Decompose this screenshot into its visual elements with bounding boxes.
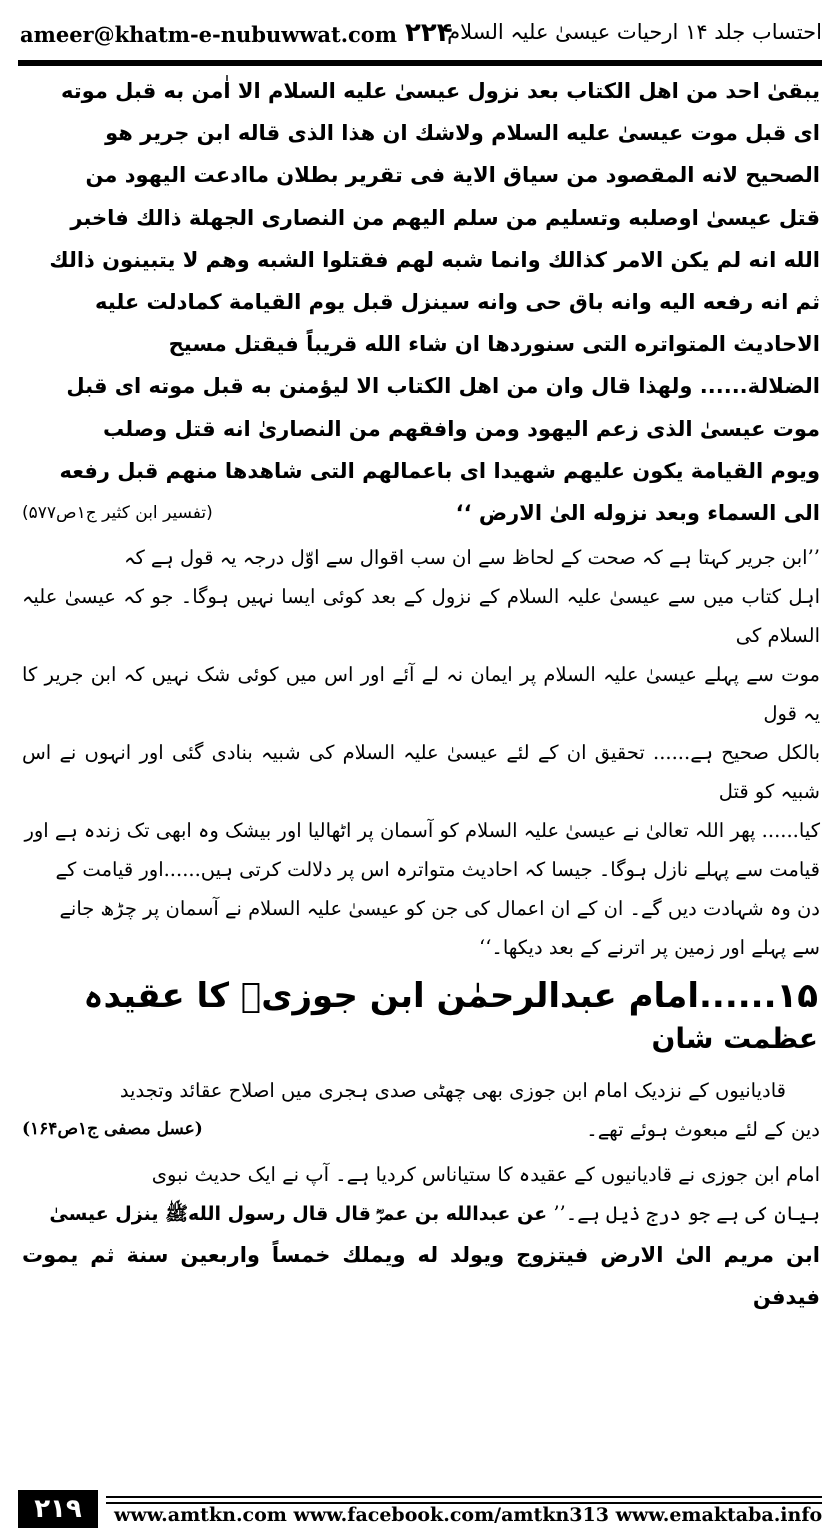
arabic-line: الصحيح لانه المقصود من سياق الاية فى تقرير بطلان ماادعت اليهود من	[85, 163, 820, 188]
citation-asal-musaffa: (عسل مصفی ج۱ص۱۶۴)	[22, 1119, 203, 1140]
arabic-line: الله انه لم يكن الامر كذالك وانما شبه لهم فقتلوا الشبه وهم لا يتبينون ذالك	[49, 247, 820, 272]
arabic-line: موت عيسىٰ الذى زعم اليهود ومن وافقهم من النصارىٰ انه قتل وصلب	[103, 416, 820, 441]
page-content	[22, 70, 820, 1319]
arabic-line: يبقىٰ احد من اهل الكتاب بعد نزول عيسىٰ عليه السلام الا اٰمن به قبل موته	[61, 79, 820, 103]
mixed-line	[22, 1194, 820, 1234]
footer-page-number: ۲۱۹	[18, 1490, 98, 1528]
arabic-line: اى قبل موت عيسىٰ عليه السلام ولاشك ان هذا الذى قاله ابن جرير هو	[105, 121, 820, 146]
arabic-line: الاحاديث المتواتره التى سنوردها ان شاء الله قريباً فيقتل مسيح	[168, 332, 820, 357]
arabic-line: قتل عيسىٰ اوصلبه وتسليم من سلم اليهم من النصارى الجهلة ذالك فاخبر	[70, 205, 820, 230]
header-email[interactable]: ameer@khatm-e-nubuwwat.com	[20, 22, 398, 47]
urdu-translation	[22, 538, 820, 967]
urdu-line: سے پہلے اور زمین پر اترنے کے بعد دیکھا۔‘‘	[479, 936, 820, 960]
section-paragraph-1	[22, 1071, 820, 1149]
header-page-number: ۲۲۴	[405, 18, 453, 48]
urdu-line: بالکل صحیح ہے...... تحقیق ان کے لئے عیسیٰ علیہ السلام کی شبیہ بنادی گئی اور انہوں نے اس شبیہ کو قتل	[22, 741, 820, 804]
urdu-line: ’’ابن جریر کہتا ہے کہ صحت کے لحاظ سے ان سب اقوال سے اوّل درجہ یہ قول ہے کہ	[124, 546, 820, 570]
section-paragraph-2	[22, 1155, 820, 1318]
urdu-line: کیا...... پھر اللہ تعالیٰ نے عیسیٰ علیہ السلام کو آسمان پر اٹھالیا اور بیشک وہ ابھی تک زندہ ہے اور	[24, 819, 820, 843]
header-rule	[18, 60, 822, 66]
urdu-line-last	[22, 1110, 820, 1149]
arabic-line: ثم انه رفعه اليه وانه باق حى وانه سينزل قبل يوم القيامة كمادلت عليه	[95, 290, 820, 315]
arabic-line: الضلالة...... ولهذا قال وان من اهل الكتاب الا ليؤمنن به قبل موته اى قبل	[66, 374, 820, 399]
hadith-line: ابن مريم الىٰ الارض فيتزوج ويولد له ويملك خمساً واربعين سنة ثم يموت فيدفن	[22, 1243, 820, 1310]
urdu-text: بیان کی ہے جو درج ذیل ہے۔’’	[553, 1202, 820, 1226]
urdu-line: امام ابن جوزی نے قادیانیوں کے عقیدہ کا ستیاناس کردیا ہے۔ آپ نے ایک حدیث نبوی	[151, 1163, 820, 1187]
running-title: احتساب جلد ۱۴ ارحیات عیسیٰ علیہ السلام	[447, 20, 822, 44]
section-subheading: عظمت شان	[651, 1022, 818, 1056]
footer-links[interactable]: www.amtkn.com www.facebook.com/amtkn313 www.emaktaba.info	[114, 1504, 823, 1526]
page-header	[18, 20, 822, 48]
urdu-line-text: دین کے لئے مبعوث ہوئے تھے۔	[586, 1118, 820, 1142]
citation-tafsir-ibn-kathir: (تفسیر ابن کثیر ج۱ص۵۷۷)	[22, 503, 213, 524]
urdu-line: قیامت سے پہلے نازل ہوگا۔ جیسا کہ احادیث متواترہ اس پر دلالت کرتی ہیں......اور قیامت کے	[55, 858, 820, 882]
page-footer	[18, 1490, 822, 1528]
hadith-text: عن عبدالله بن عمرؓ قال قال رسول اللهﷺ ينزل عيسىٰ	[49, 1203, 548, 1226]
urdu-line: اہل کتاب میں سے عیسیٰ علیہ السلام کے نزول کے بعد کوئی ایسا نہیں ہوگا۔ جو کہ عیسیٰ علیہ السلام کی	[22, 585, 820, 648]
arabic-line-last	[22, 492, 820, 534]
urdu-line: دن وہ شہادت دیں گے۔ ان کے ان اعمال کی جن کو عیسیٰ علیہ السلام نے آسمان پر چڑھ جانے	[59, 897, 820, 921]
footer-rule	[106, 1496, 822, 1504]
urdu-line: قادیانیوں کے نزدیک امام ابن جوزی بھی چھٹی صدی ہجری میں اصلاح عقائد وتجدید	[119, 1079, 786, 1103]
urdu-line: موت سے پہلے عیسیٰ علیہ السلام پر ایمان نہ لے آئے اور اس میں کوئی شک نہیں کہ ابن جریر کا یہ قول	[22, 663, 820, 726]
arabic-line: ويوم القيامة يكون عليهم شهيدا اى باعمالهم التى شاهدها منهم قبل رفعه	[59, 458, 820, 483]
section-heading: ۱۵......امام عبدالرحمٰن ابن جوزیؒ کا عقیدہ	[83, 976, 818, 1017]
arabic-line-text: الى السماء وبعد نزوله الىٰ الارض ‘‘	[455, 501, 820, 526]
arabic-quote	[22, 70, 820, 534]
